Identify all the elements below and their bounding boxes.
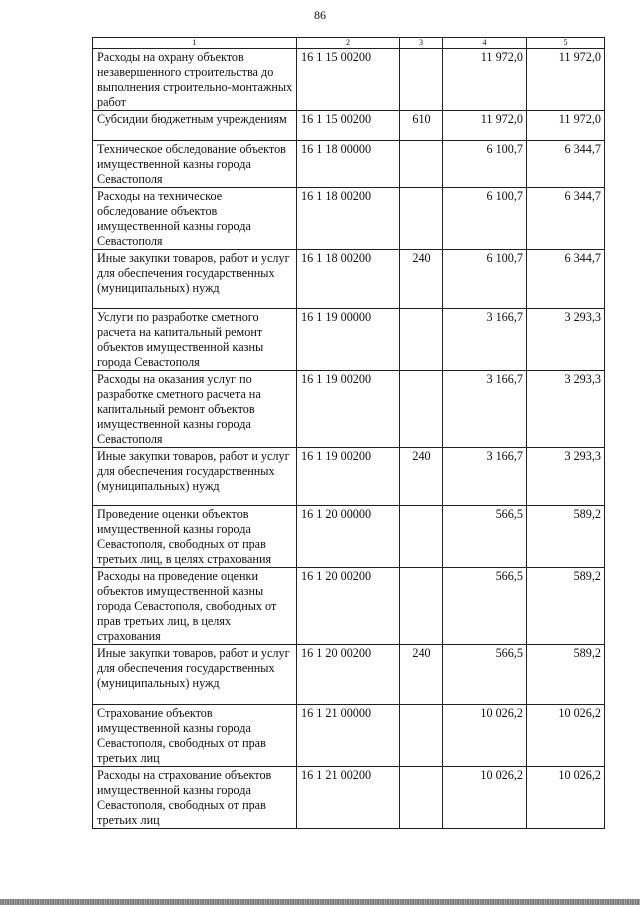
expense-type-cell: 240 — [400, 448, 443, 506]
table-header-row — [93, 38, 605, 49]
amount-year2-cell: 11 972,0 — [527, 49, 605, 111]
table-row — [93, 188, 605, 250]
expense-type-cell — [400, 568, 443, 645]
column-header-year1: 4 — [443, 38, 527, 49]
target-code-cell: 16 1 21 00200 — [297, 767, 400, 829]
expense-name-cell: Расходы на страхование объектов имущественной казны города Севастополя, свободных от прав третьих лиц — [93, 767, 297, 829]
expense-name-cell: Расходы на техническое обследование объектов имущественной казны города Севастополя — [93, 188, 297, 250]
amount-year1-cell: 6 100,7 — [443, 250, 527, 309]
amount-year2-cell: 589,2 — [527, 645, 605, 705]
target-code-cell: 16 1 19 00000 — [297, 309, 400, 371]
amount-year2-cell: 10 026,2 — [527, 705, 605, 767]
table-row — [93, 309, 605, 371]
table-row — [93, 49, 605, 111]
table-body — [93, 49, 605, 829]
expense-type-cell: 610 — [400, 111, 443, 141]
amount-year2-cell: 3 293,3 — [527, 371, 605, 448]
table-row — [93, 111, 605, 141]
budget-table — [92, 37, 605, 829]
amount-year1-cell: 11 972,0 — [443, 49, 527, 111]
target-code-cell: 16 1 18 00000 — [297, 141, 400, 188]
target-code-cell: 16 1 20 00200 — [297, 645, 400, 705]
target-code-cell: 16 1 18 00200 — [297, 250, 400, 309]
amount-year1-cell: 10 026,2 — [443, 705, 527, 767]
expense-type-cell — [400, 371, 443, 448]
target-code-cell: 16 1 19 00200 — [297, 371, 400, 448]
table-row — [93, 141, 605, 188]
target-code-cell: 16 1 20 00200 — [297, 568, 400, 645]
table-row — [93, 250, 605, 309]
amount-year2-cell: 6 344,7 — [527, 141, 605, 188]
table-row — [93, 767, 605, 829]
column-header-name: 1 — [93, 38, 297, 49]
amount-year2-cell: 3 293,3 — [527, 448, 605, 506]
expense-name-cell: Услуги по разработке сметного расчета на капитальный ремонт объектов имущественной казны города Севастополя — [93, 309, 297, 371]
amount-year1-cell: 6 100,7 — [443, 188, 527, 250]
amount-year1-cell: 6 100,7 — [443, 141, 527, 188]
expense-name-cell: Страхование объектов имущественной казны города Севастополя, свободных от прав третьих лиц — [93, 705, 297, 767]
amount-year2-cell: 11 972,0 — [527, 111, 605, 141]
amount-year1-cell: 3 166,7 — [443, 371, 527, 448]
amount-year1-cell: 10 026,2 — [443, 767, 527, 829]
expense-name-cell: Расходы на охрану объектов незавершенного строительства до выполнения строительно-монтажных работ — [93, 49, 297, 111]
amount-year1-cell: 566,5 — [443, 645, 527, 705]
page-number: 86 — [314, 8, 326, 22]
expense-name-cell: Иные закупки товаров, работ и услуг для обеспечения государственных (муниципальных) нужд — [93, 645, 297, 705]
expense-name-cell: Иные закупки товаров, работ и услуг для обеспечения государственных (муниципальных) нужд — [93, 448, 297, 506]
expense-type-cell — [400, 506, 443, 568]
target-code-cell: 16 1 20 00000 — [297, 506, 400, 568]
table-row — [93, 371, 605, 448]
amount-year2-cell: 10 026,2 — [527, 767, 605, 829]
scan-edge-artifact — [0, 899, 640, 905]
expense-name-cell: Расходы на оказания услуг по разработке сметного расчета на капитальный ремонт объектов имущественной казны города Севастополя — [93, 371, 297, 448]
expense-type-cell — [400, 49, 443, 111]
amount-year2-cell: 589,2 — [527, 568, 605, 645]
expense-name-cell: Проведение оценки объектов имущественной казны города Севастополя, свободных от прав третьих лиц, в целях страхования — [93, 506, 297, 568]
expense-name-cell: Техническое обследование объектов имущественной казны города Севастополя — [93, 141, 297, 188]
amount-year2-cell: 6 344,7 — [527, 188, 605, 250]
expense-name-cell: Расходы на проведение оценки объектов имущественной казны города Севастополя, свободных от прав третьих лиц, в целях страхования — [93, 568, 297, 645]
expense-type-cell — [400, 767, 443, 829]
table-row — [93, 568, 605, 645]
expense-type-cell — [400, 705, 443, 767]
expense-name-cell: Иные закупки товаров, работ и услуг для обеспечения государственных (муниципальных) нужд — [93, 250, 297, 309]
expense-type-cell: 240 — [400, 645, 443, 705]
amount-year1-cell: 11 972,0 — [443, 111, 527, 141]
column-header-code: 2 — [297, 38, 400, 49]
expense-type-cell: 240 — [400, 250, 443, 309]
expense-type-cell — [400, 141, 443, 188]
table-row — [93, 506, 605, 568]
table-row — [93, 705, 605, 767]
column-header-type: 3 — [400, 38, 443, 49]
amount-year2-cell: 6 344,7 — [527, 250, 605, 309]
target-code-cell: 16 1 15 00200 — [297, 49, 400, 111]
expense-type-cell — [400, 309, 443, 371]
amount-year2-cell: 3 293,3 — [527, 309, 605, 371]
target-code-cell: 16 1 19 00200 — [297, 448, 400, 506]
amount-year1-cell: 566,5 — [443, 506, 527, 568]
target-code-cell: 16 1 21 00000 — [297, 705, 400, 767]
amount-year1-cell: 3 166,7 — [443, 448, 527, 506]
expense-type-cell — [400, 188, 443, 250]
amount-year2-cell: 589,2 — [527, 506, 605, 568]
target-code-cell: 16 1 15 00200 — [297, 111, 400, 141]
expense-name-cell: Субсидии бюджетным учреждениям — [93, 111, 297, 141]
amount-year1-cell: 566,5 — [443, 568, 527, 645]
table-row — [93, 645, 605, 705]
amount-year1-cell: 3 166,7 — [443, 309, 527, 371]
table-row — [93, 448, 605, 506]
column-header-year2: 5 — [527, 38, 605, 49]
target-code-cell: 16 1 18 00200 — [297, 188, 400, 250]
